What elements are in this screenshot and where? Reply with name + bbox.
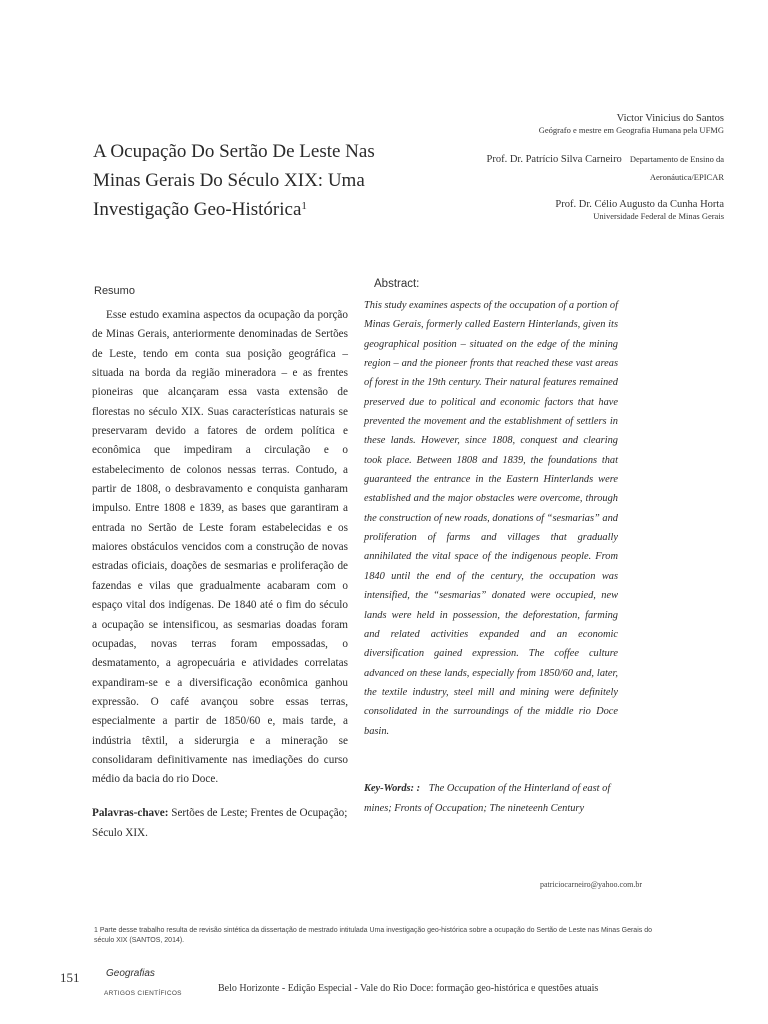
page-number: 151 [60, 970, 80, 985]
author-name: Prof. Dr. Patrício Silva Carneiro [486, 154, 622, 165]
author-name: Prof. Dr. Célio Augusto da Cunha Horta [555, 199, 724, 210]
keywords-en [364, 779, 618, 819]
title-footnote-marker: 1 [301, 199, 307, 212]
abstract-text: This study examines aspects of the occupation of a portion of Minas Gerais, formerly called Eastern Hinterlands, given its geographical position – situated on the edge of the mining region – and the pioneer fronts that reached these vast areas of forest in the 19th century. Their natural features remained preserved due to political and economic factors that have prevented the movement and the establishment of settlers in these lands. However, since 1808, conquest and clearing took place. Between 1808 and 1839, the foundations that guaranteed the entrance in the Eastern Hinterlands were established and the major obstacles were overcome, through the construction of new roads, donations of “sesmarias” and proliferation of farms and villages that gradually annihilated the vital space of the indigenous people. From 1840 until the end of the century, the occupation was intensified, the “sesmarias” donated were occupied, new lands were held in possession, the deforestation, farming and related activities expanded and an economic diversification gained expression. The coffee culture advanced on these lands, especially from 1850/60 and, later, the textile industry, steel mill and mining were definitely consolidated in the surroundings of the middle rio Doce basin. [364, 300, 618, 737]
section-label: ARTIGOS CIENTÍFICOS [104, 990, 182, 997]
keywords-pt-text: Sertões de Leste; Frentes de Ocupação; Século XIX. [92, 807, 348, 839]
author-list [444, 112, 724, 235]
author-affiliation: Universidade Federal de Minas Gerais [593, 211, 724, 221]
resumo-heading: Resumo [94, 285, 135, 297]
contact-email[interactable]: patriciocarneiro@yahoo.com.br [540, 880, 642, 889]
author-affiliation: Departamento de Ensino da Aeronáutica/EPICAR [629, 154, 724, 182]
keywords-pt [92, 804, 348, 843]
article-title: A Ocupação Do Sertão De Leste Nas Minas Gerais Do Século XIX: Uma Investigação Geo-Histórica$^1$ [93, 140, 375, 220]
resumo-text: Esse estudo examina aspectos da ocupação da porção de Minas Gerais, anteriormente denominadas de Sertões de Leste, tendo em conta sua posição geográfica – situada na borda da região mineradora – e as frentes pioneiras que alcançaram essa vasta extensão de florestas no século XIX. Suas características naturais se preservaram devido a fatores de ordem política e econômica que impediram a circulação e o estabelecimento de colonos nessas terras. Contudo, a partir de 1808, o desbravamento e conquista ganharam impulso. Entre 1808 e 1839, as bases que garantiram a entrada no Sertão de Leste foram estabelecidas e os maiores obstáculos vencidos com a construção de novas estradas oficiais, doações de sesmarias e proliferação de fazendas e vilas que gradualmente acabaram com o espaço vital dos indígenas. De 1840 até o fim do século a ocupação se intensificou, as sesmarias doadas foram ocupadas, novas terras foram empossadas, o desmatamento, a agropecuária e atividades correlatas expandiram-se e a diversificação econômica ganhou expressão. O café avançou sobre essas terras, especialmente a partir de 1850/60 e, mais tarde, a indústria têxtil, a siderurgia e a mineração se consolidaram definitivamente nas imediações do curso médio da bacia do rio Doce. [92, 309, 348, 786]
keywords-en-text: The Occupation of the Hinterland of east of mines; Fronts of Occupation; The nineteenh Century [364, 783, 611, 814]
author-3 [444, 198, 724, 222]
abstract-heading: Abstract: [374, 278, 420, 290]
author-affiliation: Geógrafo e mestre em Geografia Humana pela UFMG [538, 125, 724, 135]
author-name: Victor Vinicius do Santos [616, 113, 724, 124]
journal-name: Geografias [106, 968, 155, 979]
keywords-en-label: Key-Words: : [364, 783, 421, 794]
footer-issue-info: Belo Horizonte - Edição Especial - Vale do Rio Doce: formação geo-histórica e questões atuais [218, 983, 599, 994]
keywords-pt-label: Palavras-chave: [92, 807, 169, 819]
author-1 [444, 112, 724, 136]
author-2 [444, 149, 724, 185]
footnote: 1 Parte desse trabalho resulta de revisão sintética da dissertação de mestrado intitulada Uma investigação geo-histórica sobre a ocupação do Sertão de Leste nas Minas Gerais do século XIX (SANTOS, 2014). [94, 927, 652, 944]
